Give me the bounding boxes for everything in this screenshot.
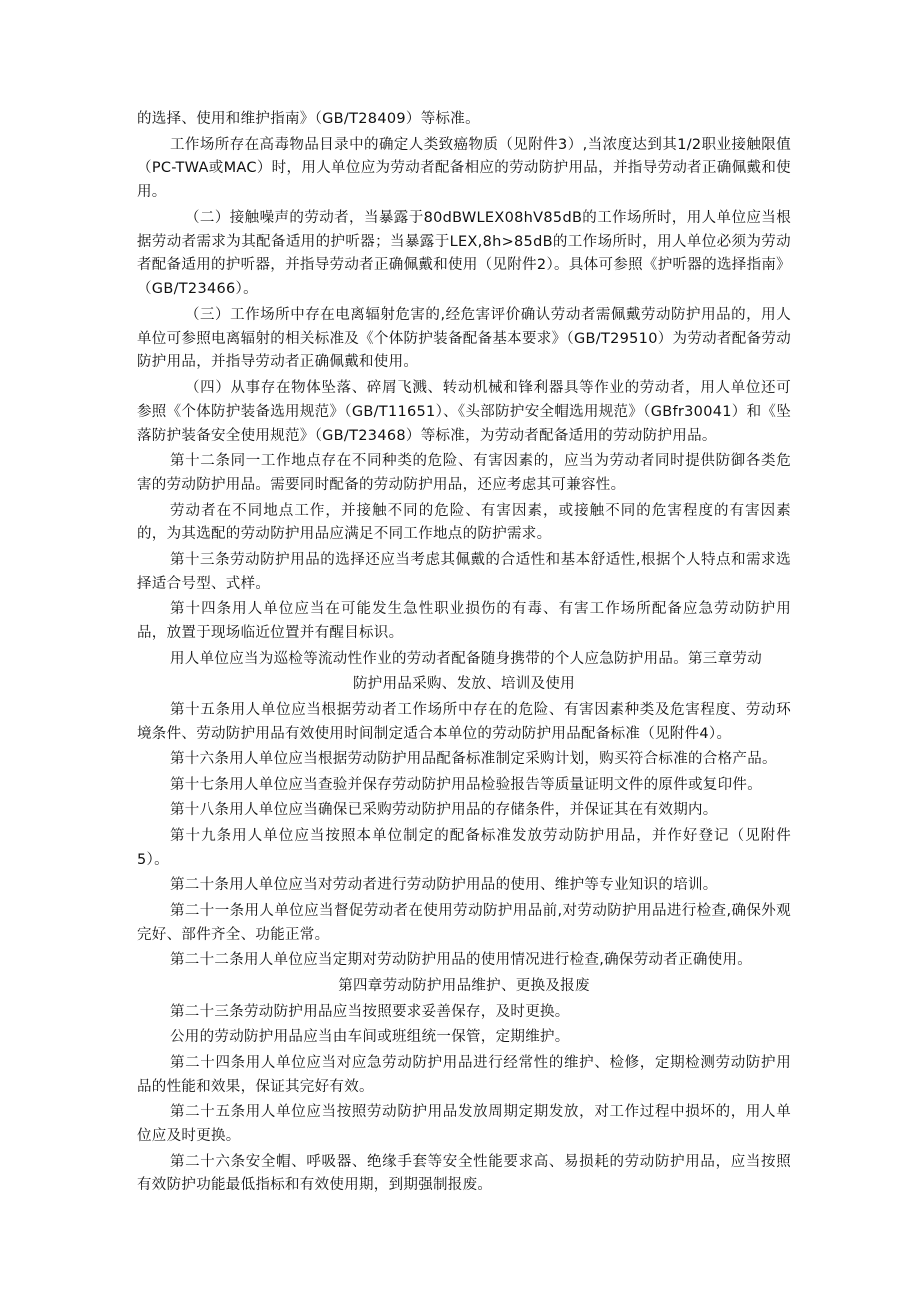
chapter-four-title: 第四章劳动防护用品维护、更换及报废	[338, 978, 590, 995]
paragraph-p3: （二）接触噪声的劳动者，当暴露于80dBWLEX08hV85dB的工作场所时，用人单位应当根据劳动者需求为其配备适用的护听器；当暴露于LEX,8h>85dB的工作场所时，用人单位必须为劳动者配备适用的护听器，并指导劳动者正确佩戴和使用（见附件2）。具体可参照《护听器的选择指南》（GB/T23466）。	[137, 209, 791, 298]
paragraph-p12: 第十五条用人单位应当根据劳动者工作场所中存在的危险、有害因素种类及危害程度、劳动环境条件、劳动防护用品有效使用时间制定适合本单位的劳动防护用品配备标准（见附件4）。	[137, 701, 791, 742]
paragraph-p21: 第二十三条劳动防护用品应当按照要求妥善保存，及时更换。	[170, 1003, 570, 1020]
paragraph-p7: 劳动者在不同地点工作，并接触不同的危险、有害因素，或接触不同的危害程度的有害因素的，为其选配的劳动防护用品应满足不同工作地点的防护需求。	[137, 502, 791, 543]
paragraph-p24: 第二十五条用人单位应当按照劳动防护用品发放周期定期发放，对工作过程中损坏的，用人单位应及时更换。	[137, 1104, 791, 1144]
document-page	[137, 108, 791, 1200]
paragraph-p8: 第十三条劳动防护用品的选择还应当考虑其佩戴的合适性和基本舒适性,根据个人特点和需求选择适合号型、式样。	[137, 551, 791, 592]
paragraph-p19: 第二十二条用人单位应当定期对劳动防护用品的使用情况进行检查,确保劳动者正确使用。	[170, 952, 753, 969]
paragraph-p23: 第二十四条用人单位应当对应急劳动防护用品进行经常性的维护、检修，定期检测劳动防护用品的性能和效果，保证其完好有效。	[137, 1054, 791, 1095]
paragraph-p5: （四）从事存在物体坠落、碎屑飞溅、转动机械和锋利器具等作业的劳动者，用人单位还可参照《个体防护装备选用规范》（GB/T11651）、《头部防护安全帽选用规范》（GBfr30041）和《坠落防护装备安全使用规范》（GB/T23468）等标准，为劳动者配备适用的劳动防护用品。	[137, 379, 791, 444]
paragraph-p18: 第二十一条用人单位应当督促劳动者在使用劳动防护用品前,对劳动防护用品进行检查,确保外观完好、部件齐全、功能正常。	[137, 903, 791, 943]
paragraph-p17: 第二十条用人单位应当对劳动者进行劳动防护用品的使用、维护等专业知识的培训。	[170, 877, 718, 894]
paragraph-p1: 的选择、使用和维护指南》（GB/T28409）等标准。	[137, 111, 480, 127]
paragraph-p13: 第十六条用人单位应当根据劳动防护用品配备标准制定采购计划，购买符合标准的合格产品。	[170, 751, 777, 768]
paragraph-p6: 第十二条同一工作地点存在不同种类的危险、有害因素的，应当为劳动者同时提供防御各类危害的劳动防护用品。需要同时配备的劳动防护用品，还应考虑其可兼容性。	[137, 453, 791, 493]
paragraph-p14: 第十七条用人单位应当查验并保存劳动防护用品检验报告等质量证明文件的原件或复印件。	[170, 776, 762, 793]
paragraph-p22: 公用的劳动防护用品应当由车间或班组统一保管，定期维护。	[170, 1029, 570, 1046]
paragraph-p15: 第十八条用人单位应当确保已采购劳动防护用品的存储条件，并保证其在有效期内。	[170, 802, 718, 819]
paragraph-p4: （三）工作场所中存在电离辐射危害的,经危害评价确认劳动者需佩戴劳动防护用品的，用人单位可参照电离辐射的相关标准及《个体防护装备配备基本要求》（GB/T29510）为劳动者配备劳动防护用品，并指导劳动者正确佩戴和使用。	[137, 306, 791, 371]
paragraph-p10: 用人单位应当为巡检等流动性作业的劳动者配备随身携带的个人应急防护用品。第三章劳动	[170, 650, 762, 667]
paragraph-p2: 工作场所存在高毒物品目录中的确定人类致癌物质（见附件3）,当浓度达到其1/2职业接触限值（PC-TWA或MAC）时，用人单位应为劳动者配备相应的劳动防护用品，并指导劳动者正确佩戴和使用。	[137, 136, 791, 201]
paragraph-p16: 第十九条用人单位应当按照本单位制定的配备标准发放劳动防护用品，并作好登记（见附件5）。	[137, 828, 791, 868]
paragraph-p9: 第十四条用人单位应当在可能发生急性职业损伤的有毒、有害工作场所配备应急劳动防护用品，放置于现场临近位置并有醒目标识。	[137, 601, 791, 642]
chapter-title-continuation: 防护用品采购、发放、培训及使用	[353, 676, 575, 693]
paragraph-p25: 第二十六条安全帽、呼吸器、绝缘手套等安全性能要求高、易损耗的劳动防护用品，应当按照有效防护功能最低指标和有效使用期，到期强制报废。	[137, 1153, 791, 1194]
